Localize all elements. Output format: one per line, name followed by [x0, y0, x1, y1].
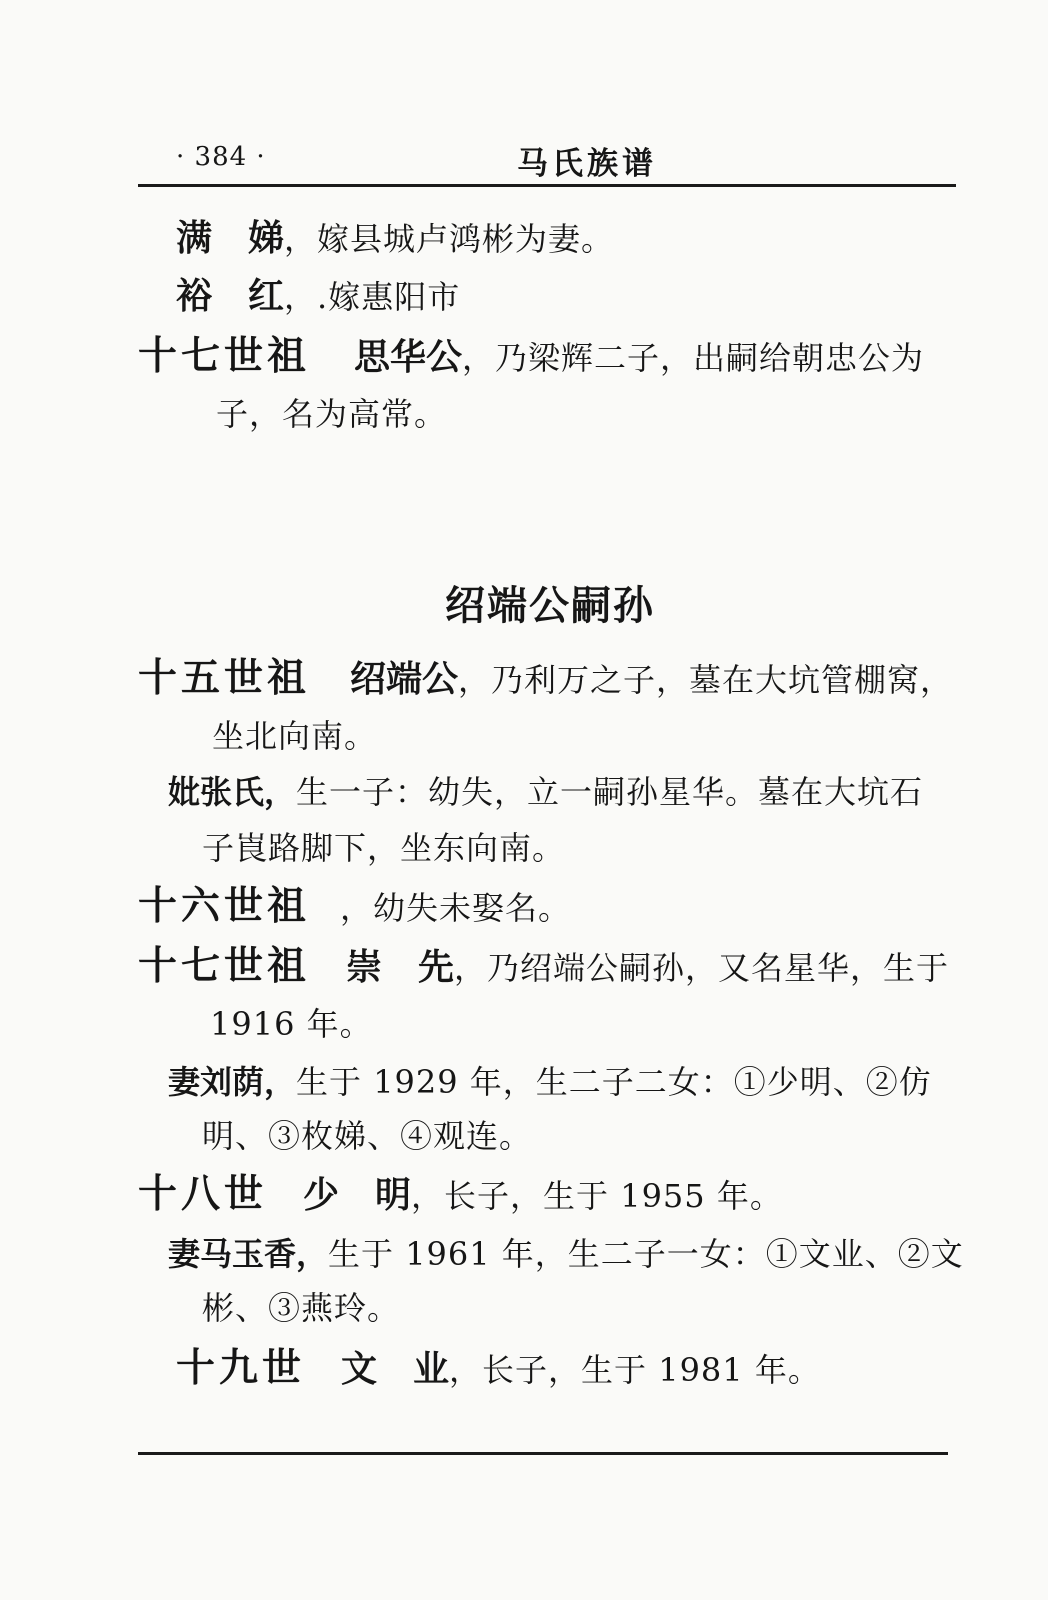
entry-text: ，乃绍端公嗣孙，又名星华，生于	[454, 949, 950, 987]
entry-continuation: 子崀路脚下，坐东向南。	[202, 829, 566, 867]
spouse-name: 妻马玉香，	[168, 1235, 329, 1273]
entry-continuation: 1916 年。	[210, 1005, 373, 1043]
generation-label: 十七世祖	[138, 943, 311, 989]
entry-text: ，乃梁辉二子，出嗣给朝忠公为	[462, 339, 925, 377]
person-name: 绍端公	[350, 658, 459, 700]
entry-si-hua	[138, 328, 924, 386]
entry-continuation: 坐北向南。	[212, 717, 378, 755]
person-name: 裕 红	[176, 275, 285, 317]
entry-text: ，嫁县城卢鸿彬为妻。	[284, 220, 615, 258]
entry-16th	[138, 878, 571, 936]
person-name: 满 娣	[176, 217, 285, 259]
entry-continuation: 彬、③燕玲。	[202, 1289, 401, 1327]
spouse-liu	[168, 1054, 932, 1110]
entry-wen-ye	[176, 1340, 821, 1398]
entry-text: ，乃利万之子，墓在大坑管棚窝，	[458, 661, 954, 699]
entry-text: ，幼失未娶名。	[340, 889, 572, 927]
person-name: 思华公	[354, 336, 463, 378]
entry-text: ，长子，生于 1955 年。	[411, 1177, 783, 1215]
generation-label: 十九世	[176, 1345, 306, 1391]
entry-chong-xian	[138, 938, 949, 996]
generation-label: 十六世祖	[138, 883, 311, 929]
header-rule	[138, 184, 956, 187]
entry-text: 生于 1929 年，生二子二女：①少明、②仿	[296, 1063, 932, 1101]
spouse-zhang	[168, 764, 923, 820]
person-name: 文 业	[341, 1348, 450, 1390]
section-title: 绍端公嗣孙	[445, 582, 655, 629]
spouse-ma	[168, 1226, 964, 1282]
entry-shao-duan	[138, 650, 953, 708]
spouse-name: 妣张氏，	[168, 773, 297, 811]
generation-label: 十五世祖	[138, 655, 311, 701]
entry-continuation: 子，名为高常。	[216, 395, 448, 433]
person-name: 少 明	[303, 1174, 412, 1216]
entry-man-di	[176, 210, 614, 267]
entry-yu-hong	[176, 268, 460, 325]
running-title: 马氏族谱	[517, 146, 657, 182]
entry-text: 生一子：幼失，立一嗣孙星华。墓在大坑石	[296, 773, 924, 811]
spouse-name: 妻刘荫，	[168, 1063, 297, 1101]
entry-continuation: 明、③枚娣、④观连。	[202, 1117, 533, 1155]
entry-text: ，长子，生于 1981 年。	[449, 1351, 821, 1389]
footer-rule	[138, 1452, 948, 1455]
page-header	[138, 132, 956, 182]
entry-text: 生于 1961 年，生二子一女：①文业、②文	[328, 1235, 964, 1273]
person-name: 崇 先	[346, 946, 455, 988]
entry-text: ，.嫁惠阳市	[284, 278, 461, 316]
page-number: · 384 ·	[176, 142, 266, 172]
generation-label: 十七世祖	[138, 333, 311, 379]
generation-label: 十八世	[138, 1171, 268, 1217]
entry-shao-ming	[138, 1166, 783, 1224]
